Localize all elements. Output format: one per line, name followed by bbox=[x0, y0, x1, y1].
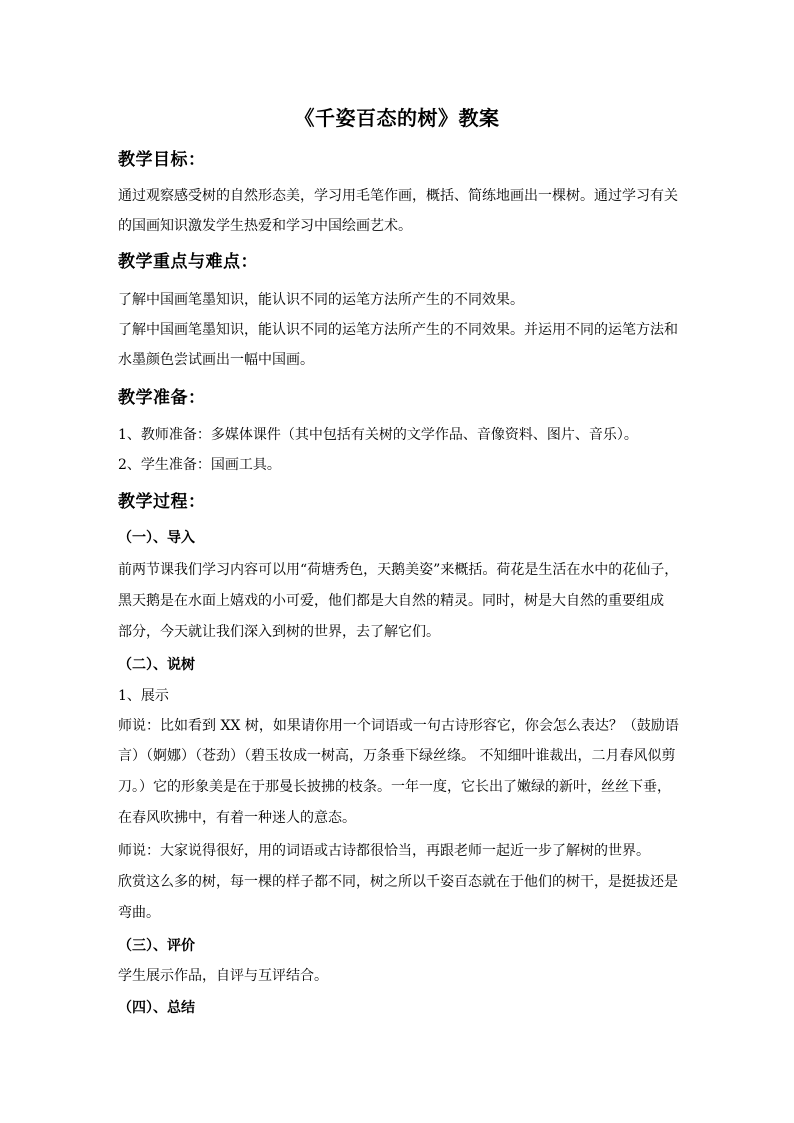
talk-line-1: 师说：比如看到 XX 树，如果请你用一个词语或一句古诗形容它，你会怎么表达？（鼓励语 bbox=[118, 718, 679, 734]
talk-line-7: 弯曲。 bbox=[118, 905, 160, 921]
goal-line-2: 的国画知识激发学生热爱和学习中国绘画艺术。 bbox=[118, 218, 412, 234]
goal-line-1: 通过观察感受树的自然形态美，学习用毛笔作画，概括、简练地画出一棵树。通过学习有关 bbox=[118, 188, 678, 204]
document-title: 《千姿百态的树》教案 bbox=[294, 106, 500, 130]
intro-line-1: 前两节课我们学习内容可以用“荷塘秀色，天鹅美姿”来概括。荷花是生活在水中的花仙子， bbox=[118, 562, 679, 578]
intro-line-3: 部分，今天就让我们深入到树的世界，去了解它们。 bbox=[118, 624, 440, 640]
talk-line-4: 在春风吹拂中，有着一种迷人的意态。 bbox=[118, 810, 356, 826]
preparation-line-1: 1、教师准备：多媒体课件（其中包括有关树的文学作品、音像资料、图片、音乐）。 bbox=[118, 427, 638, 443]
key-points-line-1: 了解中国画笔墨知识，能认识不同的运笔方法所产生的不同效果。 bbox=[118, 292, 524, 308]
talk-item: 1、展示 bbox=[118, 688, 169, 704]
summary-heading: （四）、总结 bbox=[118, 1000, 195, 1016]
key-points-heading: 教学重点与难点： bbox=[118, 252, 258, 272]
key-points-line-2: 了解中国画笔墨知识，能认识不同的运笔方法所产生的不同效果。并运用不同的运笔方法和 bbox=[118, 322, 678, 338]
key-points-line-3: 水墨颜色尝试画出一幅中国画。 bbox=[118, 352, 314, 368]
talk-line-5: 师说：大家说得很好，用的词语或古诗都很恰当，再跟老师一起近一步了解树的世界。 bbox=[118, 843, 650, 859]
talk-line-2: 言）（婀娜）（苍劲）（碧玉妆成一树高，万条垂下绿丝绦。 不知细叶谁裁出，二月春风似剪 bbox=[118, 748, 676, 764]
evaluate-heading: （三）、评价 bbox=[118, 938, 195, 954]
evaluate-line-1: 学生展示作品，自评与互评结合。 bbox=[118, 968, 328, 984]
talk-line-3: 刀。）它的形象美是在于那曼长披拂的枝条。一年一度，它长出了嫩绿的新叶，丝丝下垂， bbox=[118, 779, 671, 795]
talk-heading: （二）、说树 bbox=[118, 657, 195, 673]
talk-line-6: 欣赏这么多的树，每一棵的样子都不同，树之所以千姿百态就在于他们的树干，是挺拔还是 bbox=[118, 874, 678, 890]
goal-heading: 教学目标： bbox=[118, 150, 206, 170]
preparation-line-2: 2、学生准备：国画工具。 bbox=[118, 457, 281, 473]
intro-line-2: 黑天鹅是在水面上嬉戏的小可爱，他们都是大自然的精灵。同时，树是大自然的重要组成 bbox=[118, 593, 664, 609]
intro-heading: （一）、导入 bbox=[118, 530, 195, 546]
preparation-heading: 教学准备： bbox=[118, 388, 206, 408]
process-heading: 教学过程： bbox=[118, 492, 206, 512]
